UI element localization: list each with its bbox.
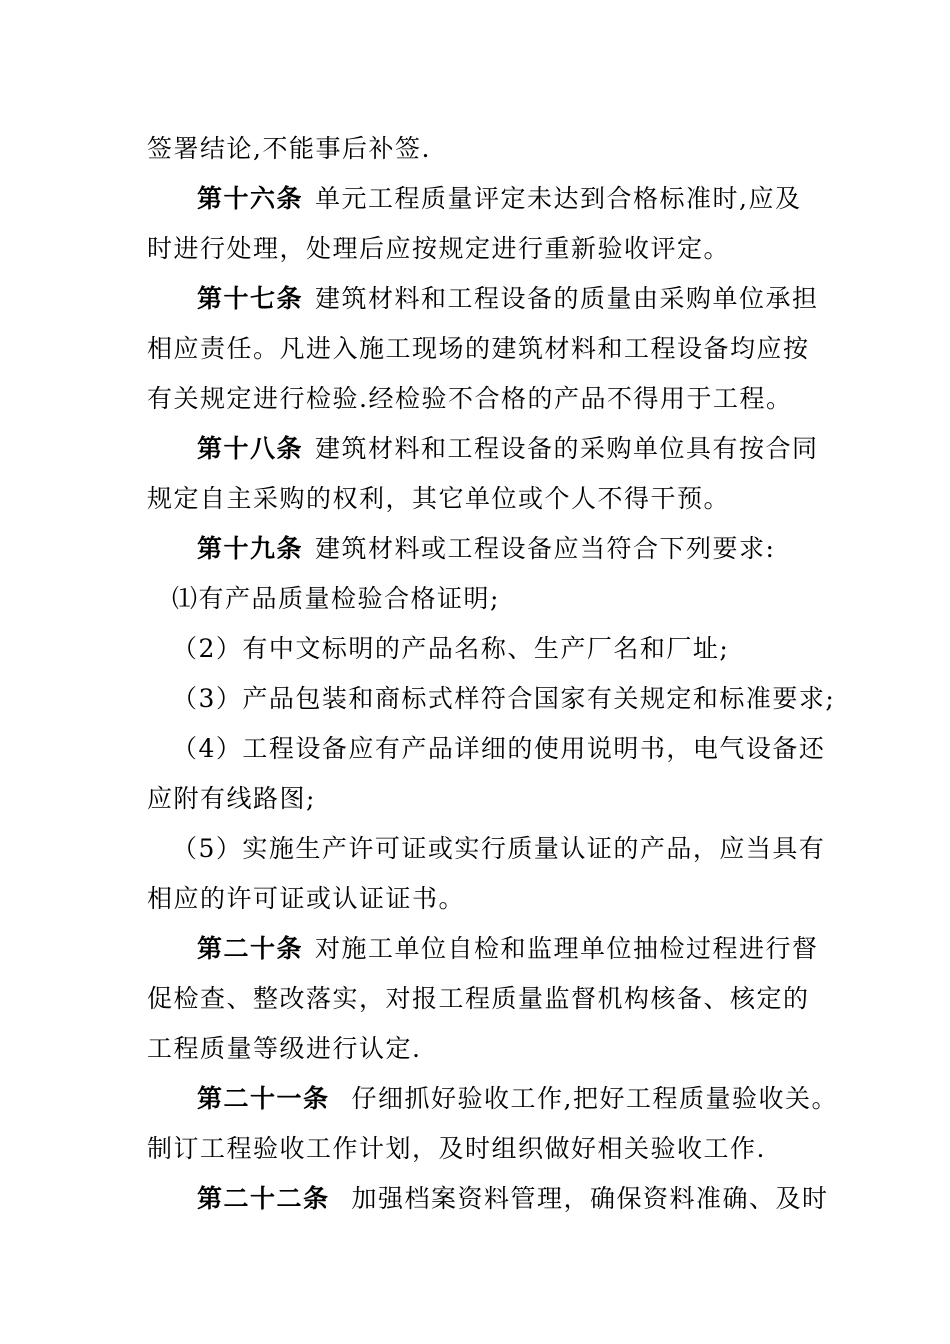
article-label: 第十六条 <box>197 184 304 213</box>
article-17-heading-line <box>197 284 827 314</box>
line-text: 对施工单位自检和监理单位抽检过程进行督 <box>315 934 819 963</box>
line-text: （5）实施生产许可证或实行质量认证的产品，应当具有 <box>172 834 826 863</box>
line-text: 签署结论,不能事后补签. <box>147 134 431 163</box>
text-line <box>147 784 827 814</box>
line-text: ⑴有产品质量检验合格证明; <box>172 584 500 613</box>
article-16-heading-line <box>197 184 827 214</box>
list-item <box>172 634 827 664</box>
article-18-heading-line <box>197 434 827 464</box>
line-text: 建筑材料和工程设备的采购单位具有按合同 <box>315 434 819 463</box>
article-label: 第十八条 <box>197 434 304 463</box>
list-item <box>172 734 827 764</box>
line-text: 单元工程质量评定未达到合格标准时,应及 <box>315 184 802 213</box>
text-line <box>147 334 827 364</box>
line-text: （3）产品包装和商标式样符合国家有关规定和标准要求; <box>172 684 836 713</box>
line-text: （4）工程设备应有产品详细的使用说明书，电气设备还 <box>172 734 826 763</box>
line-text: （2）有中文标明的产品名称、生产厂名和厂址; <box>172 634 730 663</box>
line-text: 时进行处理，处理后应按规定进行重新验收评定。 <box>147 234 731 263</box>
text-line <box>147 134 827 164</box>
line-text: 相应的许可证或认证证书。 <box>147 884 466 913</box>
line-text: 应附有线路图; <box>147 784 316 813</box>
article-label: 第十九条 <box>197 534 304 563</box>
line-text: 建筑材料或工程设备应当符合下列要求: <box>315 534 776 563</box>
text-line <box>147 384 827 414</box>
text-line <box>147 1034 827 1064</box>
article-21-heading-line <box>197 1084 838 1114</box>
line-text: 促检查、整改落实，对报工程质量监督机构核备、核定的 <box>147 984 810 1013</box>
article-19-heading-line <box>197 534 827 564</box>
line-text: 工程质量等级进行认定. <box>147 1034 422 1063</box>
article-20-heading-line <box>197 934 827 964</box>
text-line <box>147 984 827 1014</box>
text-line <box>147 484 827 514</box>
line-text: 相应责任。凡进入施工现场的建筑材料和工程设备均应按 <box>147 334 810 363</box>
line-text: 有关规定进行检验.经检验不合格的产品不得用于工程。 <box>147 384 793 413</box>
article-label: 第二十条 <box>197 934 304 963</box>
article-label: 第二十二条 <box>197 1184 330 1213</box>
line-text: 规定自主采购的权利，其它单位或个人不得干预。 <box>147 484 731 513</box>
line-text: 建筑材料和工程设备的质量由采购单位承担 <box>315 284 819 313</box>
line-text: 加强档案资料管理，确保资料准确、及时 <box>351 1184 829 1213</box>
line-text: 仔细抓好验收工作,把好工程质量验收关。 <box>351 1084 838 1113</box>
text-line <box>147 234 827 264</box>
text-line <box>147 884 827 914</box>
text-line <box>147 1134 827 1164</box>
article-22-heading-line <box>197 1184 827 1214</box>
article-label: 第二十一条 <box>197 1084 330 1113</box>
article-label: 第十七条 <box>197 284 304 313</box>
list-item <box>172 684 836 714</box>
list-item <box>172 834 827 864</box>
line-text: 制订工程验收工作计划，及时组织做好相关验收工作. <box>147 1134 766 1163</box>
list-item <box>172 584 827 614</box>
